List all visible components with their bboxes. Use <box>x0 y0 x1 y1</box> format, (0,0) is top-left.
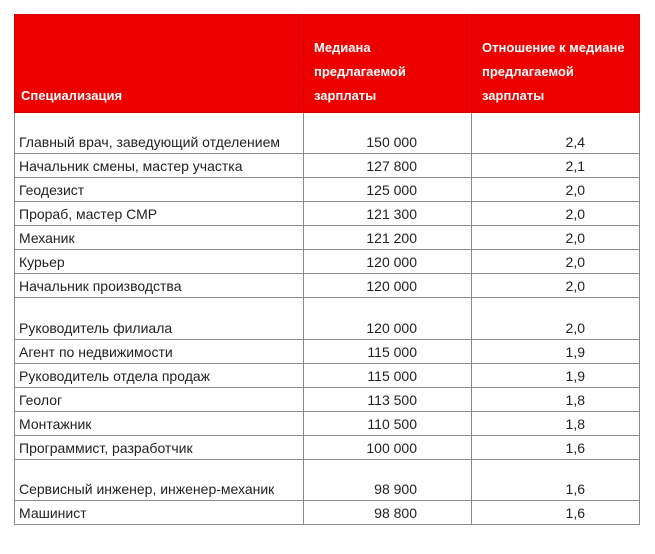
table-row <box>15 226 640 250</box>
cell-ratio: 2,1 <box>472 154 640 178</box>
cell-ratio: 1,6 <box>472 460 640 501</box>
table-row <box>15 250 640 274</box>
cell-median: 120 000 <box>304 274 472 298</box>
cell-median: 121 200 <box>304 226 472 250</box>
cell-specialization: Главный врач, заведующий отделением <box>15 113 304 154</box>
header-median-salary: Медиана предлагаемой зарплаты <box>304 15 472 113</box>
header-ratio: Отношение к медиане предлагаемой зарплаты <box>472 15 640 113</box>
cell-specialization: Курьер <box>15 250 304 274</box>
salary-table-container <box>14 14 639 525</box>
cell-specialization: Прораб, мастер СМР <box>15 202 304 226</box>
table-row <box>15 274 640 298</box>
table-body <box>15 113 640 525</box>
table-row <box>15 178 640 202</box>
cell-specialization: Машинист <box>15 501 304 525</box>
cell-ratio: 2,0 <box>472 250 640 274</box>
cell-ratio: 1,8 <box>472 388 640 412</box>
table-row <box>15 298 640 340</box>
cell-median: 150 000 <box>304 113 472 154</box>
cell-median: 113 500 <box>304 388 472 412</box>
table-row <box>15 460 640 501</box>
header-row <box>15 15 640 113</box>
cell-median: 120 000 <box>304 298 472 340</box>
cell-ratio: 2,4 <box>472 113 640 154</box>
table-header <box>15 15 640 113</box>
cell-median: 127 800 <box>304 154 472 178</box>
salary-table <box>14 14 640 525</box>
cell-ratio: 1,9 <box>472 340 640 364</box>
cell-ratio: 2,0 <box>472 274 640 298</box>
cell-median: 110 500 <box>304 412 472 436</box>
cell-median: 115 000 <box>304 340 472 364</box>
cell-specialization: Программист, разработчик <box>15 436 304 460</box>
table-row <box>15 501 640 525</box>
cell-specialization: Начальник смены, мастер участка <box>15 154 304 178</box>
cell-ratio: 1,6 <box>472 501 640 525</box>
cell-ratio: 2,0 <box>472 226 640 250</box>
cell-specialization: Геолог <box>15 388 304 412</box>
header-specialization: Специализация <box>15 15 304 113</box>
cell-specialization: Начальник производства <box>15 274 304 298</box>
cell-specialization: Сервисный инженер, инженер-механик <box>15 460 304 501</box>
cell-ratio: 1,8 <box>472 412 640 436</box>
table-row <box>15 154 640 178</box>
cell-ratio: 2,0 <box>472 202 640 226</box>
table-row <box>15 340 640 364</box>
table-row <box>15 113 640 154</box>
table-row <box>15 364 640 388</box>
cell-median: 98 900 <box>304 460 472 501</box>
cell-median: 120 000 <box>304 250 472 274</box>
table-row <box>15 412 640 436</box>
cell-specialization: Геодезист <box>15 178 304 202</box>
cell-median: 121 300 <box>304 202 472 226</box>
cell-specialization: Руководитель филиала <box>15 298 304 340</box>
cell-ratio: 2,0 <box>472 178 640 202</box>
cell-specialization: Агент по недвижимости <box>15 340 304 364</box>
cell-specialization: Механик <box>15 226 304 250</box>
table-row <box>15 388 640 412</box>
table-row <box>15 202 640 226</box>
cell-ratio: 2,0 <box>472 298 640 340</box>
cell-median: 115 000 <box>304 364 472 388</box>
cell-ratio: 1,6 <box>472 436 640 460</box>
cell-specialization: Руководитель отдела продаж <box>15 364 304 388</box>
cell-ratio: 1,9 <box>472 364 640 388</box>
cell-median: 100 000 <box>304 436 472 460</box>
cell-specialization: Монтажник <box>15 412 304 436</box>
cell-median: 98 800 <box>304 501 472 525</box>
table-row <box>15 436 640 460</box>
cell-median: 125 000 <box>304 178 472 202</box>
